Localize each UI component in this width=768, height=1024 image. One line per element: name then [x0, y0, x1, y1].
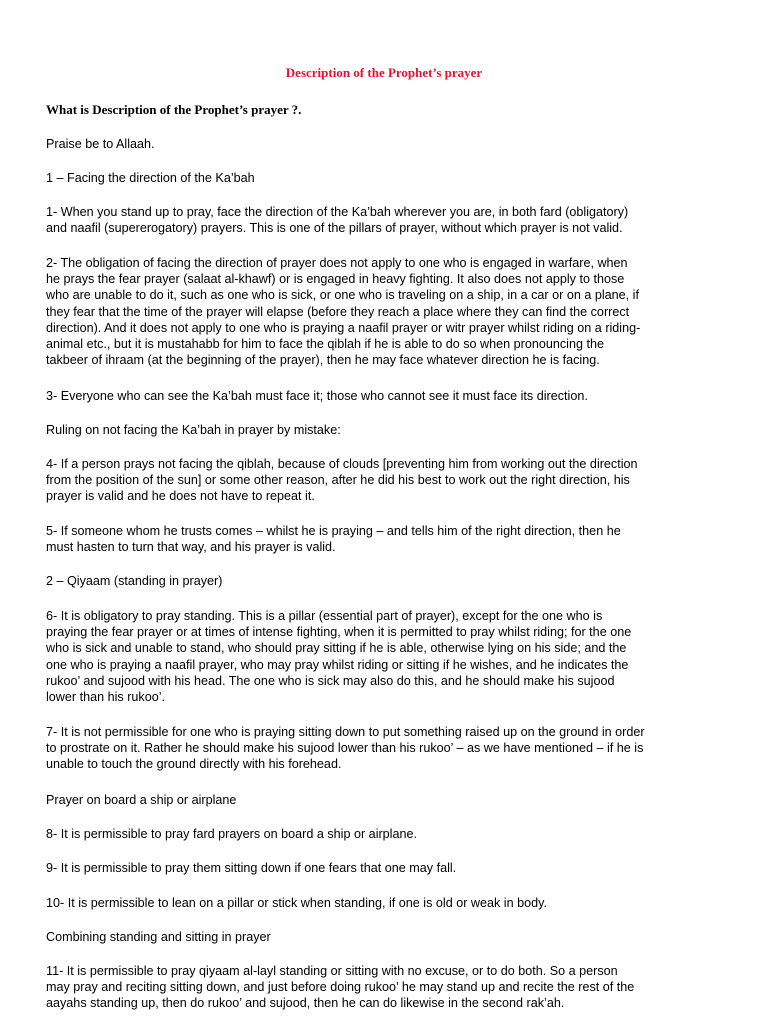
- paragraph-11: 11- It is permissible to pray qiyaam al-layl standing or sitting with no excuse, or to do both. So a person may pray and reciting sitting down, and just before doing rukoo’ he may stand up and recite the rest of the aayahs standing up, then do rukoo’ and sujood, then he can do likewise in the second rak’ah.: [46, 964, 635, 1011]
- paragraph-4: 4- If a person prays not facing the qiblah, because of clouds [preventing him from working out the direction from the position of the sun] or some other reason, after he did his best to work out the right direction, his prayer is valid and he does not have to repeat it.: [46, 457, 638, 504]
- paragraph-praise: Praise be to Allaah.: [46, 137, 155, 151]
- paragraph-5: 5- If someone whom he trusts comes – whilst he is praying – and tells him of the right direction, then he must hasten to turn that way, and his prayer is valid.: [46, 524, 621, 555]
- paragraph-2: 2- The obligation of facing the direction of prayer does not apply to one who is engaged in warfare, when he prays the fear prayer (salaat al-khawf) or is engaged in heavy fighting. It also does not apply to those who are unable to do it, such as one who is sick, or one who is traveling on a ship, in a car or on a plane, if they fear that the time of the prayer will elapse (before they reach a place where they can find the correct direction). And it does not apply to one who is praying a naafil prayer or witr prayer whilst riding on a riding- animal etc., but it is mustahabb for him to face the qiblah if he is able to do so when pronouncing the takbeer of ihraam (at the beginning of the prayer), then he may face whatever direction he is facing.: [46, 256, 641, 368]
- section-heading-ship-airplane: Prayer on board a ship or airplane: [46, 793, 237, 807]
- paragraph-9: 9- It is permissible to pray them sitting down if one fears that one may fall.: [46, 861, 457, 875]
- section-heading-qiyaam: 2 – Qiyaam (standing in prayer): [46, 574, 223, 588]
- paragraph-1: 1- When you stand up to pray, face the direction of the Ka’bah wherever you are, in both fard (obligatory) and naafil (supererogatory) prayers. This is one of the pillars of prayer, without which prayer is not valid.: [46, 205, 629, 236]
- document-title: Description of the Prophet’s prayer: [285, 65, 483, 80]
- section-heading-ruling: Ruling on not facing the Ka’bah in prayer by mistake:: [46, 423, 341, 437]
- paragraph-3: 3- Everyone who can see the Ka’bah must face it; those who cannot see it must face its direction.: [46, 389, 588, 403]
- section-heading-facing-kabah: 1 – Facing the direction of the Ka’bah: [46, 171, 255, 185]
- paragraph-10: 10- It is permissible to lean on a pillar or stick when standing, if one is old or weak in body.: [46, 896, 547, 910]
- paragraph-8: 8- It is permissible to pray fard prayers on board a ship or airplane.: [46, 827, 417, 841]
- paragraph-7: 7- It is not permissible for one who is praying sitting down to put something raised up on the ground in order to prostrate on it. Rather he should make his sujood lower than his rukoo’ – as we have mentioned – if he is unable to touch the ground directly with his forehead.: [46, 725, 645, 772]
- paragraph-6: 6- It is obligatory to pray standing. This is a pillar (essential part of prayer), except for the one who is praying the fear prayer or at times of intense fighting, when it is permitted to pray whilst riding; for the one who is sick and unable to stand, who should pray sitting if he is able, otherwise lying on his side; and the one who is praying a naafil prayer, who may pray whilst riding or sitting if he wishes, and he indicates the rukoo’ and sujood with his head. The one who is sick may also do this, and he should make his sujood lower than his rukoo’.: [46, 609, 632, 705]
- section-heading-combining: Combining standing and sitting in prayer: [46, 930, 271, 944]
- question-heading: What is Description of the Prophet’s prayer ?.: [46, 102, 302, 117]
